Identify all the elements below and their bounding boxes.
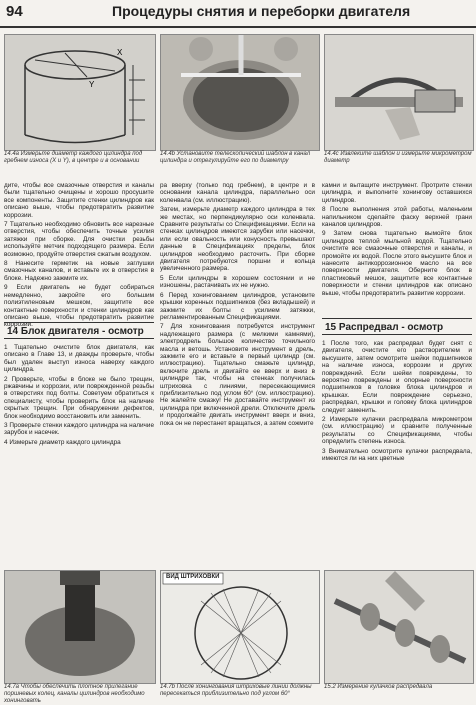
paragraph: камни и вытащите инструмент. Протрите стенки цилиндра, и выполните хонингову оставшихся цилиндров. [322,182,472,204]
paragraph: 9 Затем снова тщательно вымойте блок цилиндров теплой мыльной водой. Тщательно очистите все смазочные отверстия и каналы, и промойте их водой. После этого высушите блок и нанесите антикоррозионное масло на все поверхности двигателя. Оберните блок в пластиковый мешок, защитите все контактные поверхности и стенки цилиндров как описано выше, чтобы предотвратить развитие коррозии. [322,230,472,297]
figure-caption-14-4a: 14.4а Измерьте диаметр каждого цилиндра под гребнем износа (X и Y), в центре и в основании [4,151,143,164]
paragraph: 2 Проверьте, чтобы в блоке не было трещин, ржавчины и коррозии, или поврежденной резьбы в отверстиях под болты. Советуем обратиться к специалисту, чтобы проверить блок на наличие скрытых трещин. При обнаружении дефектов, блок необходимо восстановить или заменить. [4,375,154,420]
figure-honing-photo [4,570,156,684]
paragraph: 8 Нанесите герметик на новые заглушки смазочных каналов, и вставьте их в отверстия в блоке. Надежно зажмите их. [4,260,154,282]
figure-caption-14-7b: 14.7b После хонингования штриховые линии должны пересекаться приблизительно под углом 60° [160,684,312,697]
paragraph: 3 Внимательно осмотрите кулачки распредвала, имеются ли на них цветные [322,447,472,463]
page-header [0,0,476,28]
figure-crosshatch-diagram [160,570,320,684]
section-heading-14: 14 Блок двигателя - осмотр [4,322,154,339]
cylinder-diagram-icon [5,35,155,150]
paragraph: 1 Тщательно очистите блок двигателя, как описано в Главе 13, и дважды проверьте, чтобы был удален выступ износа наверху каждого цилиндра. [4,344,154,374]
honing-tool-icon [5,571,155,683]
micrometer-icon [325,35,473,150]
camshaft-icon [325,571,473,683]
page-title: Процедуры снятия и переборки двигателя [112,3,411,19]
telescopic-gauge-icon [161,35,319,150]
paragraph: 7 Тщательно необходимо обновить все нарезные отверстия, чтобы обеспечить точные усилия затяжки при сборке. Для очистки резьбы используйте метчик подходящего размера. Если возможно, продуйте отверстия сжатым воздухом. [4,221,154,258]
figure-micrometer-photo [324,34,474,151]
section-heading-15: 15 Распредвал - осмотр [322,318,472,335]
paragraph: 2 Измерьте кулачки распредвала микрометром (см. иллюстрацию) и сравните полученные результаты со Спецификациями, чтобы определить степень износа. [322,416,472,446]
paragraph: 5 Если цилиндры в хорошем состоянии и не изношены, растачивать их не нужно. [160,274,315,290]
paragraph: 9 Если двигатель не будет собираться немедленно, закройте его большим полиэтиленовым мешком, защитите все контактные поверхности и стенки цилиндров как описано выше, чтобы предотвратить развитие коррозии. [4,284,154,329]
paragraph: 1 После того, как распредвал будет снят с двигателя, очистите его растворителем и высушите, затем осмотрите шейки подшипников на наличие износа, коррозии и других повреждений. Если шейки повреждены, то вероятно повреждены и опорные поверхности подшипников в головке блока цилиндров и крышках. Если повреждение серьезно, распредвал, крышки и головку блока цилиндров следует заменить. [322,340,472,414]
paragraph: 8 После выполнения этой работы, маленьким напильником сделайте фаску верхней грани каналов цилиндров. [322,206,472,229]
column-2 [160,182,315,566]
page-number: 94 [6,3,23,20]
column-3-top [322,182,472,314]
crosshatch-icon [161,571,319,683]
figure-camshaft-photo [324,570,474,684]
figure-telescopic-gauge-photo [160,34,320,151]
column-1-top [4,182,154,329]
column-1-bottom [4,344,154,566]
paragraph: ра вверху (только под гребнем), в центре и в основании канала цилиндра, параллельно оси коленвала (см. иллюстрацию). [160,182,315,204]
paragraph: дите, чтобы все смазочные отверстия и каналы были тщательно очищены и хорошо просушите все компоненты. Защитите стенки цилиндров как описано выше, чтобы предотвратить развитие коррозии. [4,182,154,219]
paragraph: 4 Измерьте диаметр каждого цилиндра [4,438,121,446]
figure-cylinder-measure-photo [4,34,156,151]
svg-text:X: X [117,48,123,57]
crosshatch-label: ВИД ШТРИХОВКИ [166,574,220,580]
column-3-bottom [322,340,472,566]
figure-caption-14-7a: 14.7а Чтобы обеспечить плотное прилегание поршневых колец, каналы цилиндров необходимо хонинговать [4,684,145,704]
figure-caption-14-4c: 14.4с Извлеките шаблон и измерьте микрометром диаметр [324,151,472,164]
paragraph: 7 Для хонингования потребуется инструмент надлежащего размера (с мелкими камнями), электродрель большое количество точильного масла и ветошь. Установите инструмент в дрель, зажмите его и вставьте в первый цилиндр (см. иллюстрацию). Тщательно смажьте цилиндр, включите дрель и двигайте ее вверх и вниз в цилиндре так, чтобы на стенках получилась штриховка с линиями, пересекающимися приблизительно под углом 60° (см. иллюстрацию). Не жалейте смазку! Не доставайте инструмент из цилиндра при включенной дрели. Отключите дрель и продолжайте двигать инструмент вверх и вниз, пока он не перестанет вращаться, а затем сожмите [160,323,315,427]
figure-caption-14-4b: 14.4b Установите телескопический шаблон в канал цилиндра и отрегулируйте его по диаметру [160,151,311,164]
svg-text:Y: Y [89,80,95,89]
figure-caption-15-2: 15.2 Измерение кулачков распредвала [324,684,433,690]
paragraph: Затем, измерьте диаметр каждого цилиндра в тех же местах, но перпендикулярно оси коленвала. Сравните результаты со Спецификациями. Если на стенках цилиндров имеются зарубки или насечки, или если овальность или конусность превышают данные в Спецификациях пределы, блок цилиндров необходимо расточить. При сборке двигателя потребуются поршни и кольца увеличенного размера. [160,206,315,273]
paragraph: 3 Проверьте стенки каждого цилиндра на наличие зарубок и насечек. [4,422,154,437]
paragraph: 6 Перед хонингованием цилиндров, установите крышки коренных подшипников (без вкладышей) и зажмите их болты с усилием затяжки, регламентированным Спецификациями. [160,291,315,321]
